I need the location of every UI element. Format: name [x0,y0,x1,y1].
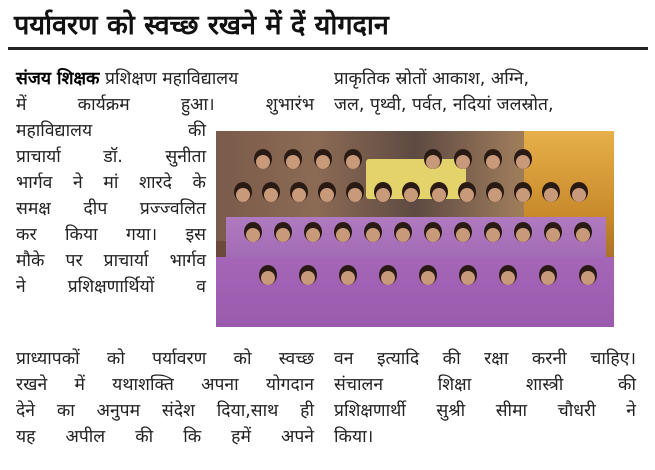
left-line-9: ने प्रशिक्षणार्थियों व [16,277,206,297]
left-line-5: भार्गव ने मां शारदे के [16,173,206,193]
person-face [320,188,334,202]
person-face [404,188,418,202]
person-face [366,228,380,242]
person-face [516,228,530,242]
left-line-6: समक्ष दीप प्रज्ज्वलित [16,199,206,219]
left-line-1 [16,66,314,92]
person-face [516,188,530,202]
person-face [348,188,362,202]
right-line-2: जल, पृथ्वी, पर्वत, नदियां जलस्रोत, [334,95,554,115]
person-face [276,228,290,242]
left-line-7: कर किया गया। इस [16,225,206,245]
person-face [581,271,595,285]
right-bottom-line-4: किया। [334,427,374,447]
left-bottom-line-1: प्राध्यापकों को पर्यावरण को स्वच्छ [16,349,314,369]
person-face [286,155,300,169]
person-face [516,155,530,169]
person-face [488,188,502,202]
person-face [544,188,558,202]
left-line-1-rest: प्रशिक्षण महाविद्यालय [99,69,239,89]
person-face [461,271,475,285]
right-bottom-line-2: संचालन शिक्षा शास्त्री की [334,375,636,395]
person-face [486,155,500,169]
person-face [246,228,260,242]
person-face [546,228,560,242]
left-bottom-line-2: रखने में यथाशक्ति अपना योगदान [16,375,314,395]
person-face [456,228,470,242]
person-face [572,188,586,202]
right-line-1: प्राकृतिक स्रोतों आकाश, अग्नि, [334,69,530,89]
person-face [432,188,446,202]
person-face [421,271,435,285]
left-line-2: में कार्यक्रम हुआ। शुभारंभ [16,95,314,115]
left-line-4: प्राचार्या डॉ. सुनीता [16,147,206,167]
person-face [456,155,470,169]
person-face [576,228,590,242]
person-face [336,228,350,242]
right-bottom-line-3: प्रशिक्षणार्थी सुश्री सीमा चौधरी ने [334,401,636,421]
person-face [486,228,500,242]
person-face [236,188,250,202]
person-face [541,271,555,285]
person-face [396,228,410,242]
author-name: संजय शिक्षक [16,69,100,89]
person-face [301,271,315,285]
headline: पर्यावरण को स्वच्छ रखने में दें योगदान [14,10,389,41]
person-face [316,155,330,169]
person-face [426,155,440,169]
person-face [376,188,390,202]
right-bottom-line-1: वन इत्यादि की रक्षा करनी चाहिए। [334,349,636,369]
person-face [460,188,474,202]
person-face [381,271,395,285]
person-face [264,188,278,202]
group-photo [216,131,614,327]
person-face [261,271,275,285]
headline-rule [8,47,648,50]
left-bottom-line-3: देने का अनुपम संदेश दिया,साथ ही [16,401,314,421]
person-face [256,155,270,169]
person-face [341,271,355,285]
left-bottom-line-4: यह अपील की कि हमें अपने [16,427,314,447]
person-face [501,271,515,285]
left-line-3: महाविद्यालय की [16,121,206,141]
person-face [426,228,440,242]
person-face [306,228,320,242]
person-face [292,188,306,202]
left-line-8: मौके पर प्राचार्या भार्गव [16,251,206,271]
person-face [346,155,360,169]
